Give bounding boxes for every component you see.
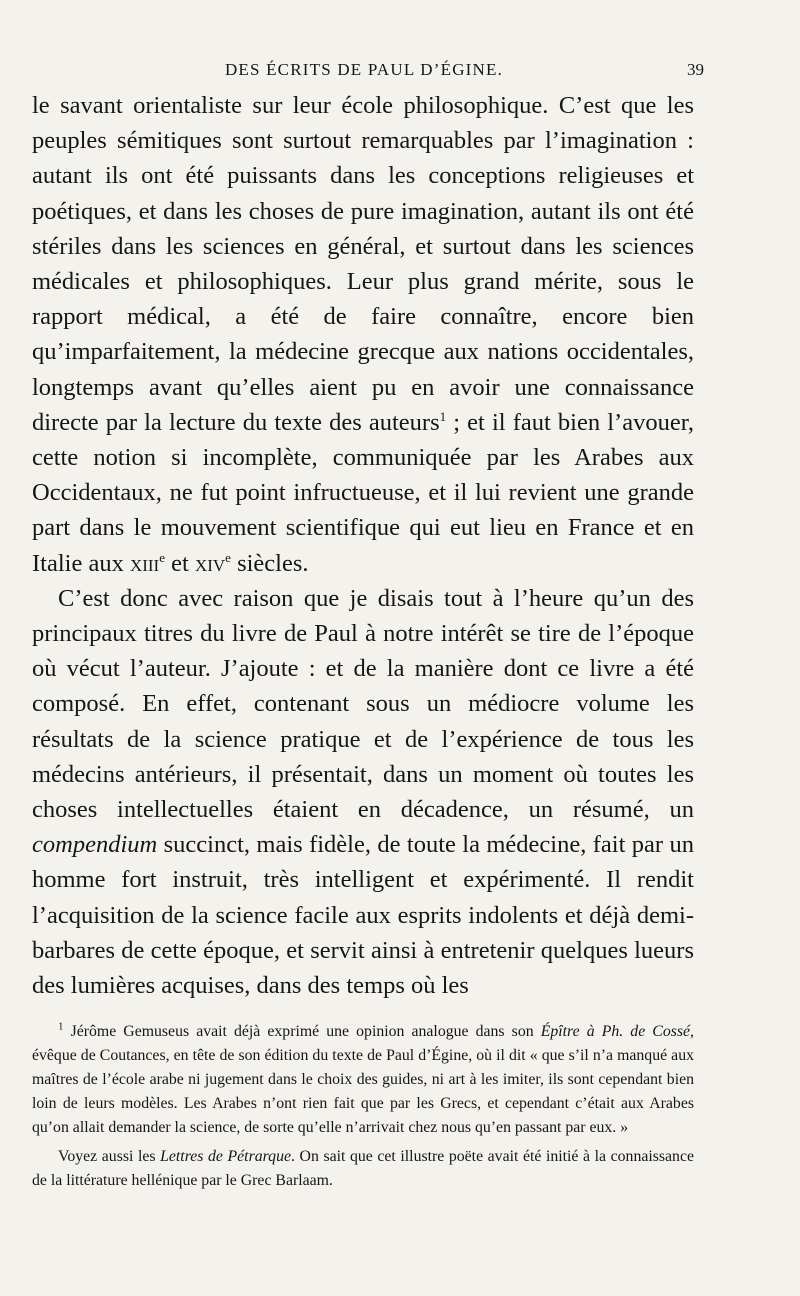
italic-title: Lettres de Pétrarque xyxy=(160,1148,291,1165)
footnote-text: Jérôme Gemuseus avait déjà exprimé une opinion analogue dans son xyxy=(63,1023,541,1040)
footnote-text: . On sait que cet illustre poëte avait été initié à la connaissance de la littérature hellénique par le Grec Barlaam. xyxy=(32,1148,694,1189)
footnote xyxy=(32,1020,694,1140)
ordinal-suffix: e xyxy=(225,549,231,565)
century-numeral: xiv xyxy=(194,549,226,577)
ordinal-suffix: e xyxy=(159,549,165,565)
paragraph xyxy=(32,88,694,581)
footnote xyxy=(32,1145,694,1193)
main-text xyxy=(32,88,694,1003)
century-numeral: xiii xyxy=(129,549,160,577)
footnote-reference: 1 xyxy=(439,408,447,424)
paragraph-text: succinct, mais fidèle, de toute la médecine, fait par un homme fort instruit, très intelligent et expérimenté. Il rendit l’acquisition de la science facile aux esprits indolents et déjà demi-barbares de cette époque, et servit ainsi à entretenir quelques lueurs des lumières acquises, dans des temps où les xyxy=(32,831,694,1000)
italic-title: Épître à Ph. de Cossé xyxy=(540,1023,691,1040)
paragraph-text: ; et il faut bien l’avouer, cette notion si incomplète, communiquée par les Arabes aux Occidentaux, ne fut point infructueuse, et il lui revient une grande part dans le mouvement scientifique qui eut lieu en France et en Italie aux xyxy=(32,408,694,577)
paragraph-text: siècles. xyxy=(230,549,309,577)
running-head xyxy=(32,58,704,82)
paragraph-text: le savant orientaliste sur leur école philosophique. C’est que les peuples sémitiques sont surtout remarquables par l’imagination : autant ils ont été puissants dans les conceptions religieuses et poétiques, et dans les choses de pure imagination, autant ils ont été stériles dans les sciences en général, et surtout dans les sciences médicales et philosophiques. Leur plus grand mérite, sous le rapport médical, a été de faire connaître, encore bien qu’imparfaitement, la médecine grecque aux nations occidentales, longtemps avant qu’elles aient pu en avoir une connaissance directe par la lecture du texte des auteurs xyxy=(32,92,694,436)
footnote-text: , évêque de Coutances, en tête de son édition du texte de Paul d’Égine, où il dit « que s’il n’a manqué aux maîtres de l’école arabe ni jugement dans le choix des guides, ni art à les imiter, ils sont cependant bien loin de leurs modèles. Les Arabes n’ont rien fait que par les Grecs, et cependant c’était aux Arabes qu’on allait demander la science, de sorte qu’elle n’arrivait chez nous qu’en passant par eux. » xyxy=(32,1023,694,1136)
footnote-marker: 1 xyxy=(58,1020,64,1033)
page-number: 39 xyxy=(687,60,704,79)
footnotes xyxy=(32,1020,694,1193)
footnote-text: Voyez aussi les xyxy=(58,1148,161,1165)
page-title: DES ÉCRITS DE PAUL D’ÉGINE. xyxy=(224,60,504,79)
paragraph xyxy=(32,581,694,1003)
paragraph-text: et xyxy=(165,549,195,577)
italic-term: compendium xyxy=(32,831,158,859)
paragraph-text: C’est donc avec raison que je disais tout à l’heure qu’un des principaux titres du livre de Paul à notre intérêt se tire de l’époque où vécut l’auteur. J’ajoute : et de la manière dont ce livre a été composé. En effet, contenant sous un médiocre volume les résultats de la science pratique et de l’expérience de tous les médecins antérieurs, il présentait, dans un moment où toutes les choses intellectuelles étaient en décadence, un résumé, un xyxy=(32,584,694,824)
